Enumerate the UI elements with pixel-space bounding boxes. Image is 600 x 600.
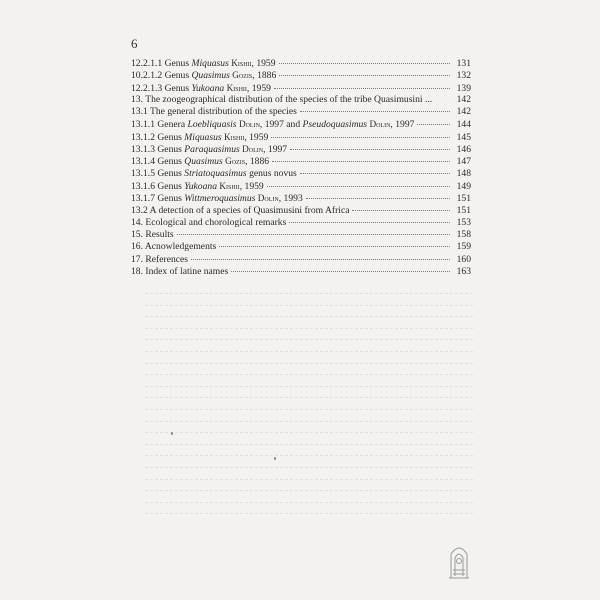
paper-speck [171, 432, 173, 435]
toc-entry-page: 145 [456, 131, 471, 143]
toc-leader-dots [279, 75, 450, 76]
toc-leader-dots [290, 149, 450, 150]
toc-leader-dots [417, 124, 450, 125]
toc-entry [131, 118, 471, 130]
toc-entry [131, 241, 471, 253]
toc-entry-title: 12.2.1.1 Genus Miquasus Kishii, 1959 [131, 58, 276, 69]
page-number: 6 [131, 36, 138, 51]
toc-leader-dots [274, 88, 450, 89]
toc-entry-title: 13.1.2 Genus Miquasus Kishii, 1959 [131, 131, 269, 143]
toc-entry [131, 57, 471, 69]
toc-entry [131, 254, 471, 266]
toc-entry-page: 142 [456, 106, 471, 118]
toc-leader-dots [289, 222, 450, 223]
toc-entry [131, 229, 471, 241]
toc-entry [131, 168, 471, 180]
toc-entry-page: 142 [456, 93, 471, 105]
toc-entry-title: 13.1.4 Genus Quasimus Gozis, 1886 [131, 156, 270, 168]
toc-entry-page: 148 [456, 167, 471, 179]
toc-leader-dots [231, 271, 450, 272]
toc-entry-page: 158 [456, 229, 471, 241]
toc-entry-page: 132 [456, 70, 471, 82]
toc-entry [131, 94, 471, 106]
toc-leader-dots [306, 198, 450, 199]
toc-entry-title: 13.1.3 Genus Paraquasimus Dolin, 1997 [131, 144, 288, 156]
toc-entry [131, 266, 471, 278]
toc-leader-dots [191, 259, 450, 260]
toc-entry-title: 12.2.1.3 Genus Yukoana Kishii, 1959 [131, 82, 271, 94]
toc-leader-dots [352, 210, 450, 211]
toc-entry [131, 155, 471, 167]
toc-entry-page: 149 [456, 180, 471, 192]
toc-entry [131, 217, 471, 229]
toc-entry-title: 13.1.7 Genus Wittmeroquasimus Dolin, 1993 [131, 193, 303, 205]
toc-entry [131, 131, 471, 143]
toc-entry [131, 106, 471, 118]
toc-entry-page: 153 [456, 216, 471, 228]
toc-entry-page: 144 [456, 119, 471, 131]
toc-entry-title: 13.1.1 Genera Loebliquasis Dolin, 1997 and Pseudoquasimus Dolin, 1997 [131, 119, 415, 131]
paper-speck [274, 457, 276, 460]
toc-leader-dots [300, 111, 450, 112]
toc-entry [131, 192, 471, 204]
toc-entry-page: 147 [456, 156, 471, 168]
toc-entry [131, 82, 471, 94]
toc-entry-title: 13.1.5 Genus Striatoquasimus genus novus [131, 167, 297, 179]
toc-entry-page: 163 [456, 266, 471, 278]
toc-leader-dots [279, 63, 450, 64]
toc-entry-title: 13.2 A detection of a species of Quasimusini from Africa [131, 204, 350, 216]
toc-entry-title: 13.1 The general distribution of the species [131, 106, 297, 118]
toc-leader-dots [267, 186, 450, 187]
toc-entry-page: 131 [456, 58, 471, 69]
toc-leader-dots [300, 173, 450, 174]
toc-entry-page: 146 [456, 144, 471, 156]
toc-entry-title: 16. Acnowledgements [131, 241, 217, 253]
toc-entry-page: 151 [456, 193, 471, 205]
toc-entry [131, 205, 471, 217]
toc-entry-title: 10.2.1.2 Genus Quasimus Gozis, 1886 [131, 70, 277, 82]
toc-entry-title: 15. Results [131, 229, 174, 241]
toc-entry-title: 17. References [131, 253, 189, 265]
toc-entry [131, 180, 471, 192]
toc-entry-page: 151 [456, 204, 471, 216]
toc-entry-page: 160 [456, 253, 471, 265]
bleed-through-text [145, 293, 475, 525]
toc-entry-title: 18. Index of latine names [131, 266, 229, 278]
toc-entry-title: 13. The zoogeographical distribution of the species of the tribe Quasimusini ... [131, 93, 433, 105]
toc-leader-dots [177, 234, 450, 235]
table-of-contents [131, 57, 471, 278]
toc-entry-page: 159 [456, 241, 471, 253]
toc-entry-title: 13.1.6 Genus Yukoana Kishii, 1959 [131, 180, 264, 192]
publisher-emblem-icon [447, 540, 471, 580]
toc-leader-dots [272, 161, 450, 162]
toc-leader-dots [219, 246, 450, 247]
toc-entry [131, 143, 471, 155]
toc-leader-dots [271, 137, 450, 138]
toc-entry [131, 69, 471, 81]
toc-entry-page: 139 [456, 82, 471, 94]
toc-entry-title: 14. Ecological and chorological remarks [131, 216, 287, 228]
